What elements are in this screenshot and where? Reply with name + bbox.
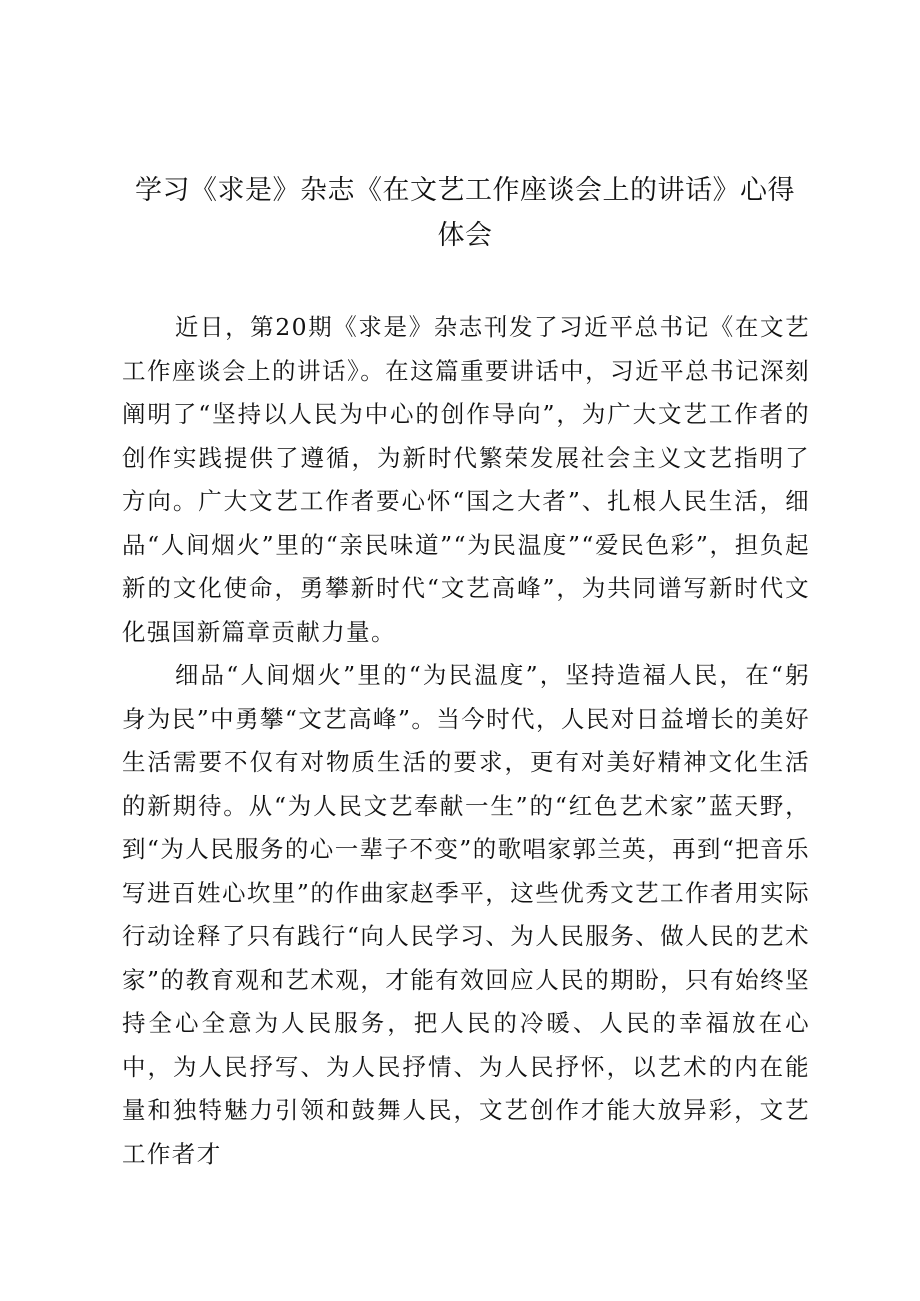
body-paragraph-1: 近日，第20期《求是》杂志刊发了习近平总书记《在文艺工作座谈会上的讲话》。在这篇重要讲话中，习近平总书记深刻阐明了“坚持以人民为中心的创作导向”，为广大文艺工作者的创作实践提供了遵循，为新时代繁荣发展社会主义文艺指明了方向。广大文艺工作者要心怀“国之大者”、扎根人民生活，细品“人间烟火”里的“亲民味道”“为民温度”“爱民色彩”，担负起新的文化使命，勇攀新时代“文艺高峰”，为共同谱写新时代文化强国新篇章贡献力量。 — [122, 313, 810, 646]
title-line-1: 学习《求是》杂志《在文艺工作座谈会上的讲话》心得 — [135, 175, 795, 206]
document-title — [120, 168, 810, 258]
title-line-2: 体会 — [437, 220, 493, 251]
document-body — [122, 306, 810, 1176]
body-paragraph-2: 细品“人间烟火”里的“为民温度”，坚持造福人民，在“躬身为民”中勇攀“文艺高峰”。当今时代，人民对日益增长的美好生活需要不仅有对物质生活的要求，更有对美好精神文化生活的新期待。从“为人民文艺奉献一生”的“红色艺术家”蓝天野，到“为人民服务的心一辈子不变”的歌唱家郭兰英，再到“把音乐写进百姓心坎里”的作曲家赵季平，这些优秀文艺工作者用实际行动诠释了只有践行“向人民学习、为人民服务、做人民的艺术家”的教育观和艺术观，才能有效回应人民的期盼，只有始终坚持全心全意为人民服务，把人民的冷暖、人民的幸福放在心中，为人民抒写、为人民抒情、为人民抒怀，以艺术的内在能量和独特魅力引领和鼓舞人民，文艺创作才能大放异彩，文艺工作者才 — [122, 661, 810, 1168]
